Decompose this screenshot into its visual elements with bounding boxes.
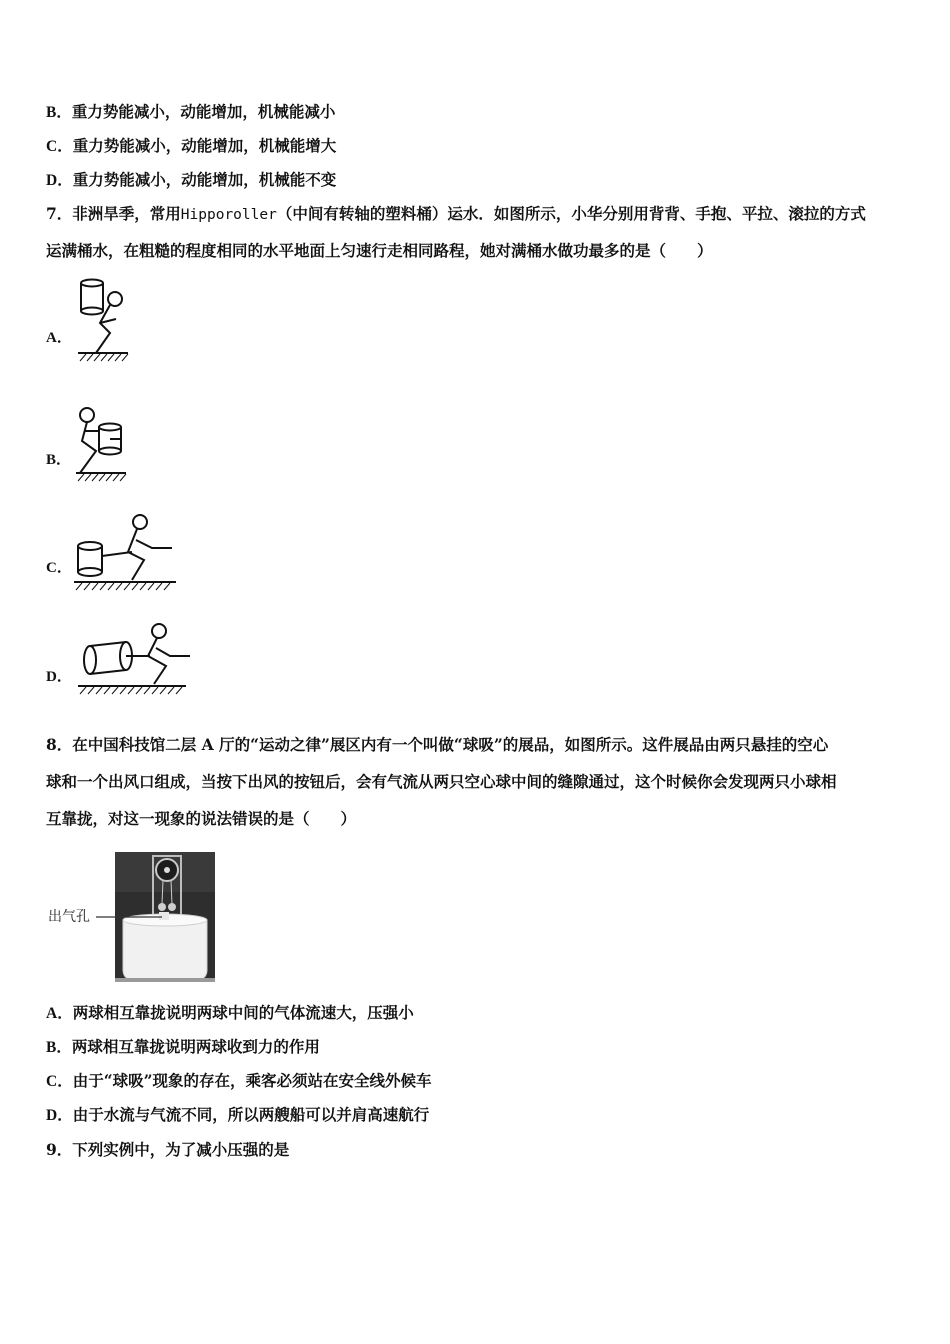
q8-option-d: D．由于水流与气流不同，所以两艘船可以并肩高速航行 [46,1105,430,1124]
q7-figure-a-back-carry [70,275,140,370]
q9-stem: 9．下列实例中，为了减小压强的是 [46,1140,290,1159]
q8-option-c: C．由于“球吸”现象的存在，乘客必须站在安全线外候车 [46,1071,432,1090]
q7-figure-d-roll-pull [70,620,195,705]
q7-figure-b-arm-carry [70,405,140,490]
q8-outlet-label: 出气孔 [48,909,90,925]
q6-option-b: B．重力势能减小，动能增加，机械能减小 [46,102,336,121]
q7-stem-line2: 运满桶水，在粗糙的程度相同的水平地面上匀速行走相同路程，她对满桶水做功最多的是（ ） [46,241,713,260]
q7-figure-c-flat-pull [70,512,185,597]
q7-figure-a-label: A． [46,330,72,346]
q7-figure-c-label: C． [46,560,72,576]
q6-option-d: D．重力势能减小，动能增加，机械能不变 [46,170,337,189]
q8-stem-line2: 球和一个出风口组成，当按下出风的按钮后，会有气流从两只空心球中间的缝隙通过，这个时候你会发现两只小球相 [46,772,837,791]
q8-stem-line1: 8．在中国科技馆二层 A 厅的“运动之律”展区内有一个叫做“球吸”的展品，如图所示。这件展品由两只悬挂的空心 [46,735,829,754]
q7-figure-d-label: D． [46,669,72,685]
q7-stem-line1: 7．非洲旱季，常用Hipporoller（中间有转轴的塑料桶）运水．如图所示，小华分别用背背、手抱、平拉、滚拉的方式 [46,204,866,223]
q8-option-a: A．两球相互靠拢说明两球中间的气体流速大，压强小 [46,1003,414,1022]
q8-outlet-pointer [96,915,166,919]
q7-figure-b-label: B． [46,452,72,468]
q8-option-b: B．两球相互靠拢说明两球收到力的作用 [46,1037,320,1056]
q8-stem-line3: 互靠拢，对这一现象的说法错误的是（ ） [46,809,357,828]
q6-option-c: C．重力势能减小，动能增加，机械能增大 [46,136,337,155]
